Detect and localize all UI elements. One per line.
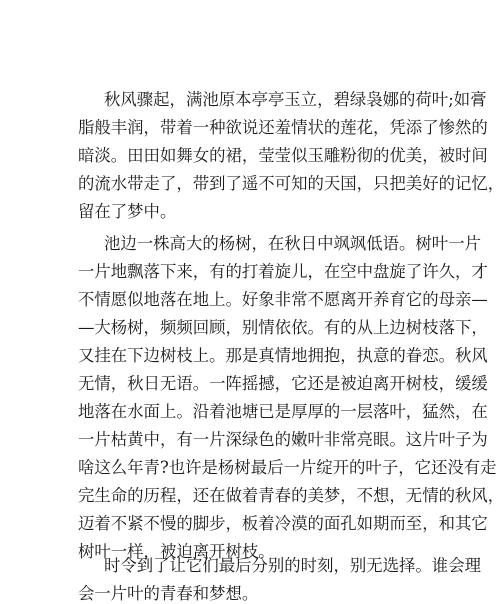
text-line: 暗淡。田田如舞女的裙，莹莹似玉雕粉彻的优美，被时间 xyxy=(78,146,488,165)
text-line: 地落在水面上。沿着池塘已是厚厚的一层落叶，猛然，在 xyxy=(78,402,488,421)
text-line: 一片枯黄中，有一片深绿色的嫩叶非常亮眼。这片叶子为 xyxy=(78,430,488,449)
text-line: 留在了梦中。 xyxy=(78,202,177,221)
text-line: —大杨树，频频回顾，别情依依。有的从上边树枝落下， xyxy=(78,318,488,337)
text-line: 树叶一样，被迫离开树枝。 xyxy=(78,542,275,561)
text-line: 会一片叶的青春和梦想。 xyxy=(78,584,259,603)
text-line: 完生命的历程，还在做着青春的美梦，不想，无情的秋风， xyxy=(78,486,504,505)
text-line: 不情愿似地落在地上。好象非常不愿离开养育它的母亲— xyxy=(78,290,488,309)
text-line: 一片地飘落下来，有的打着旋儿，在空中盘旋了许久，才 xyxy=(78,262,488,281)
text-line: 又挂在下边树枝上。那是真情地拥抱，执意的眷恋。秋风 xyxy=(78,346,488,365)
text-line: 的流水带走了，带到了遥不可知的天国，只把美好的记忆， xyxy=(78,174,504,193)
text-line: 池边一株高大的杨树，在秋日中飒飒低语。树叶一片 xyxy=(104,234,481,253)
text-line: 时令到了让它们最后分别的时刻，别无选择。谁会理 xyxy=(104,556,481,575)
text-line: 啥这么年青?也许是杨树最后一片绽开的叶子，它还没有走 xyxy=(78,458,497,477)
text-line: 脂般丰润，带着一种欲说还羞情状的莲花，凭添了惨然的 xyxy=(78,118,488,137)
text-line: 迈着不紧不慢的脚步，板着冷漠的面孔如期而至，和其它 xyxy=(78,514,488,533)
text-line: 秋风骤起，满池原本亭亭玉立，碧绿袅娜的荷叶;如膏 xyxy=(104,90,487,109)
text-line: 无情，秋日无语。一阵摇撼，它还是被迫离开树枝，缓缓 xyxy=(78,374,488,393)
